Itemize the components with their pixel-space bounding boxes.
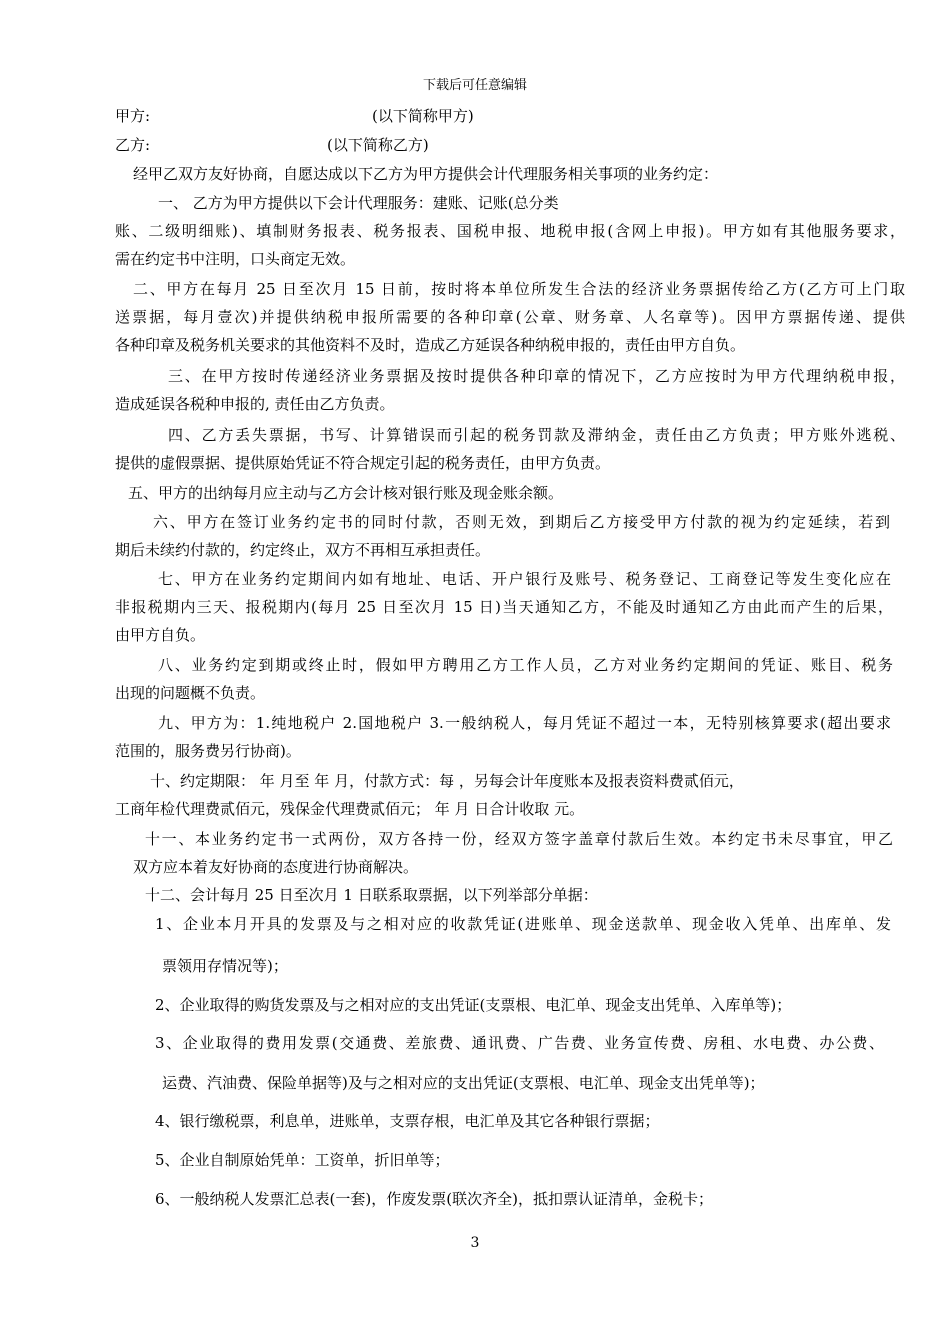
clause-2-line-1: 二、甲方在每月 25 日至次月 15 日前，按时将本单位所发生合法的经济业务票据传给乙方(乙方可上门取 [133, 280, 905, 298]
list-item-5: 5、企业自制原始凭单：工资单，折旧单等； [155, 1151, 450, 1169]
clause-8-line-1: 八、业务约定到期或终止时，假如甲方聘用乙方工作人员，乙方对业务约定期间的凭证、账目、税务 [158, 656, 893, 674]
party-a-line [115, 105, 905, 127]
clause-2-line-3: 各种印章及税务机关要求的其他资料不及时，造成乙方延误各种纳税申报的，责任由甲方自负。 [115, 336, 746, 354]
clause-9-line-1: 九、甲方为：1.纯地税户 2.国地税户 3.一般纳税人，每月凭证不超过一本，无特别核算要求(超出要求 [158, 714, 891, 732]
clause-7-line-2: 非报税期内三天、报税期内(每月 25 日至次月 15 日)当天通知乙方，不能及时通知乙方由此而产生的后果， [115, 598, 893, 616]
clause-6-line-1: 六、甲方在签订业务约定书的同时付款，否则无效，到期后乙方接受甲方付款的视为约定延续，若到 [153, 513, 890, 531]
list-item-4: 4、银行缴税票，利息单，进账单，支票存根，电汇单及其它各种银行票据； [155, 1112, 660, 1130]
clause-9-line-2: 范围的，服务费另行协商)。 [115, 742, 301, 760]
list-item-3-line-2: 运费、汽油费、保险单据等)及与之相对应的支出凭证(支票根、电汇单、现金支出凭单等)； [162, 1074, 765, 1092]
clause-3-line-1: 三、在甲方按时传递经济业务票据及按时提供各种印章的情况下，乙方应按时为甲方代理纳税申报， [168, 367, 905, 385]
clause-10-line-2: 工商年检代理费贰佰元，残保金代理费贰佰元； 年 月 日合计收取 元。 [115, 800, 585, 818]
party-b-line [115, 134, 905, 156]
clause-7-line-1: 七、甲方在业务约定期间内如有地址、电话、开户银行及账号、税务登记、工商登记等发生变化应在 [158, 570, 891, 588]
clause-2-line-2: 送票据，每月壹次)并提供纳税申报所需要的各种印章(公章、财务章、人名章等)。因甲方票据传递、提供 [115, 308, 905, 326]
list-item-3-line-1: 3、企业取得的费用发票(交通费、差旅费、通讯费、广告费、业务宣传费、房租、水电费、办公费、 [155, 1034, 884, 1052]
list-item-2: 2、企业取得的购货发票及与之相对应的支出凭证(支票根、电汇单、现金支出凭单、入库单等)； [155, 996, 792, 1014]
list-item-1-line-1: 1、企业本月开具的发票及与之相对应的收款凭证(进账单、现金送款单、现金收入凭单、出库单、发 [155, 915, 891, 933]
list-item-6: 6、一般纳税人发票汇总表(一套)，作废发票(联次齐全)，抵扣票认证清单，金税卡； [155, 1190, 713, 1208]
clause-4-line-1: 四、乙方丢失票据，书写、计算错误而引起的税务罚款及滞纳金，责任由乙方负责；甲方账外逃税、 [168, 426, 905, 444]
clause-4-line-2: 提供的虚假票据、提供原始凭证不符合规定引起的税务责任，由甲方负责。 [115, 454, 611, 472]
header-note: 下载后可任意编辑 [422, 78, 527, 93]
clause-12-line-1: 十二、会计每月 25 日至次月 1 日联系取票据，以下列举部分单据： [145, 886, 598, 904]
party-a-suffix: (以下简称甲方) [372, 107, 474, 125]
party-b-suffix: (以下简称乙方) [327, 136, 429, 154]
clause-5-line-1: 五、甲方的出纳每月应主动与乙方会计核对银行账及现金账余额。 [128, 484, 564, 502]
clause-6-line-2: 期后未续约付款的，约定终止，双方不再相互承担责任。 [115, 541, 491, 559]
party-a-label: 甲方: [115, 107, 151, 125]
clause-1-line-3: 需在约定书中注明，口头商定无效。 [115, 250, 356, 268]
clause-7-line-3: 由甲方自负。 [115, 626, 206, 644]
intro-paragraph: 经甲乙双方友好协商，自愿达成以下乙方为甲方提供会计代理服务相关事项的业务约定： [133, 165, 719, 183]
clause-11-line-1: 十一、本业务约定书一式两份，双方各持一份，经双方签字盖章付款后生效。本约定书未尽事宜，甲乙 [145, 830, 893, 848]
clause-8-line-2: 出现的问题概不负责。 [115, 684, 266, 702]
clause-3-line-2: 造成延误各税种申报的, 责任由乙方负责。 [115, 395, 395, 413]
clause-10-line-1: 十、约定期限： 年 月至 年 月，付款方式：每 ，另每会计年度账本及报表资料费贰佰元， [150, 772, 744, 790]
list-item-1-line-2: 票领用存情况等)； [162, 957, 288, 975]
party-b-label: 乙方: [115, 136, 151, 154]
clause-1-line-1: 一、 乙方为甲方提供以下会计代理服务：建账、记账(总分类 [158, 194, 559, 212]
page-number: 3 [470, 1235, 480, 1251]
clause-11-line-2: 双方应本着友好协商的态度进行协商解决。 [133, 858, 419, 876]
clause-1-line-2: 账、二级明细账)、填制财务报表、税务报表、国税申报、地税申报(含网上申报)。甲方如有其他服务要求， [115, 222, 905, 240]
